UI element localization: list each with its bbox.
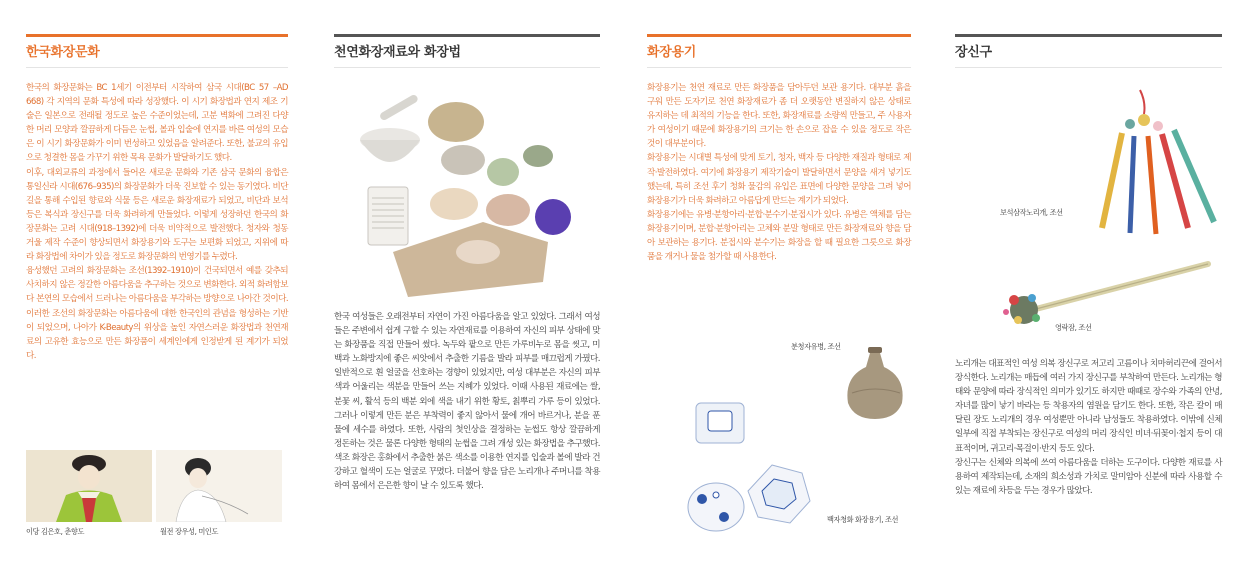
beauty-painting-image (156, 450, 282, 522)
section-title: 장신구 (955, 45, 992, 60)
title-divider (334, 67, 600, 68)
cosmetic-materials-image (338, 92, 578, 302)
section-body (955, 357, 1222, 498)
image-caption: 영락잠, 조선 (1055, 323, 1092, 332)
image-caption: 월전 장우성, 미인도 (160, 527, 218, 536)
buncheong-oil-bottle-image (840, 345, 912, 420)
chunhyang-painting-image (26, 450, 152, 522)
section-body (26, 81, 288, 363)
paragraph: 한국 여성들은 오래전부터 자연이 가진 아름다움을 알고 있었다. 그래서 여성들은 주변에서 쉽게 구할 수 있는 자연재료를 이용하여 자신의 피부 상태에 맞는 화장품을 직접 만들어 썼다. 녹두와 팥으로 만든 가루비누로 몸을 씻고, 미백과 노화방지에 좋은 씨앗에서 추출한 기름을 발라 피부를 매끄럽게 가꿨다. 일반적으로 흰 얼굴을 선호하는 경향이 있었지만, 여성 대부분은 자신의 피부색과 어울리는 색분을 만들어 쓰는 지혜가 있었다. 이때 사용된 재료에는 쌀, 분꽃 씨, 활석 등의 백분 외에 색을 내기 위한 황토, 칡뿌리 가루 등이 있었다. 그러나 이렇게 만든 분은 부착력이 좋지 않아서 물에 개어 바르거나, 분을 푼 물에 세수를 하였다. 또한, 사람의 첫인상을 결정하는 눈썹도 항상 깔끔하게 정돈하는 것은 물론 다양한 형태의 눈썹을 그려 개성 있는 화장법을 추구했다. 색조 화장은 홍화에서 추출한 붉은 색소를 이용한 연지를 입술과 볼에 발라 건강하고 혈색이 도는 얼굴로 꾸몄다. 더불어 향을 담은 노리개나 주머니를 착용하여 몸에서 은은한 향이 날 수 있도록 했다. (334, 312, 600, 492)
section-rule (26, 34, 288, 37)
column-korean-makeup-culture (26, 34, 288, 363)
yeongnakjam-hairpin-image (994, 258, 1216, 330)
section-rule (334, 34, 600, 37)
title-divider (647, 67, 911, 68)
column-cosmetic-containers (647, 34, 911, 264)
blue-white-porcelain-containers-image (686, 395, 816, 540)
image-caption: 이당 김은호, 춘향도 (26, 527, 84, 536)
column-accessories (955, 34, 1222, 68)
image-caption: 분청자유병, 조선 (791, 342, 841, 351)
section-title: 화장용기 (647, 45, 697, 60)
section-body (647, 81, 911, 264)
paragraph: 이후, 대외교류의 과정에서 들어온 새로운 문화와 기존 삼국 문화의 융합은 통일신라 시대(676–935)의 화장문화가 더욱 진보할 수 있는 동기였다. 비단길을 통해 수입된 향료와 식물 등은 새로운 화장재료가 되었고, 비단과 보석 등은 복식과 장신구를 더욱 화려하게 만들었다. 이렇게 성장하던 한국의 화장문화는 고려 시대(918–1392)에 더욱 비약적으로 발전했다. 청자와 청동거울 제작 수준이 향상되면서 화장용기와 도구는 보편화 되었고, 지위에 따라 화장법에 차이가 있을 정도로 화장문화의 번영기를 누렸다. (26, 167, 288, 263)
image-caption: 보석삼작노리개, 조선 (1000, 208, 1063, 217)
section-rule (647, 34, 911, 37)
paragraph: 화장용기에는 유병·분항아리·분합·분수기·분접시가 있다. 유병은 액체를 담는 화장용기이며, 분합·분항아리는 고체와 분말 형태로 만든 화장재료와 향을 담아 보관하는 용기다. 분접시와 분수기는 화장을 할 때 필요한 그릇으로 화장품을 개거나 물을 첨가할 때 사용한다. (647, 209, 911, 263)
paragraph: 화장용기는 시대별 특성에 맞게 토기, 청자, 백자 등 다양한 재질과 형태로 제작·발전하였다. 여기에 화장용기 제작기술이 발달하면서 문양을 새겨 넣기도 했는데, 특히 조선 후기 청화 물감의 유입은 표면에 다양한 문양을 그려 넣어 화장용기가 더욱 화려하고 아름답게 만드는 계기가 되었다. (647, 153, 911, 206)
paragraph: 장신구는 신체와 의복에 쓰여 아름다움을 더하는 도구이다. 다양한 재료를 사용하여 제작되는데, 소재의 희소성과 가치로 말미암아 신분에 따라 사용할 수 있는 재료에 차등을 두는 경우가 많았다. (955, 457, 1222, 496)
paragraph: 융성했던 고려의 화장문화는 조선(1392–1910)이 건국되면서 예를 갖추되 사치하지 않은 정갈한 아름다움을 추구하는 것으로 변화한다. 외적 화려함보다 본연의 모습에서 드러나는 아름다움을 부각하는 방향으로 나아간 것이다. 이러한 조선의 화장문화는 아름다움에 대한 한국인의 관념을 형성하는 기반이 되었으며, 나아가 K-Beauty의 위상을 높인 자연스러운 화장법과 천연재료의 고유한 효능으로 만든 화장품이 세계인에게 인정받게 된 계기가 되었다. (26, 266, 288, 361)
image-caption: 백자청화 화장용기, 조선 (827, 515, 899, 524)
column-natural-materials (334, 34, 600, 68)
title-divider (26, 67, 288, 68)
title-divider (955, 67, 1222, 68)
section-body (334, 310, 600, 493)
section-title: 천연화장재료와 화장법 (334, 45, 461, 60)
norigae-pendant-image (1090, 88, 1222, 238)
paragraph: 노리개는 대표적인 여성 의복 장신구로 저고리 고름이나 치마허리끈에 걸어서 장식한다. 노리개는 매듭에 여러 가지 장신구를 부착하여 만든다. 노리개는 형태와 문양에 따라 장식적인 의미가 있기도 하지만 때때로 장수와 가족의 안녕, 자녀를 많이 낳기 바라는 등 착용자의 염원을 담기도 한다. 또한, 작은 칼이 매달린 장도 노리개의 경우 여성뿐만 아니라 남성들도 착용하였다. 이밖에 신체 일부에 직접 부착되는 장신구로 여성의 머리 장식인 비녀·뒤꽂이·첩지 등이 대표적이며, 귀고리·목걸이·반지 등도 있다. (955, 359, 1222, 454)
section-title: 한국화장문화 (26, 45, 100, 60)
paragraph: 화장용기는 천연 재료로 만든 화장품을 담아두던 보관 용기다. 대부분 흙을 구워 만든 도자기로 천연 화장재료가 좀 더 오랫동안 변질하지 않은 상태로 유지하는 데 최적의 기능을 한다. 또한, 화장재료를 소량씩 만들고, 주 사용자가 여성이기 때문에 화장용기의 크기는 한 손으로 잡을 수 있을 정도로 작은 것이 대부분이다. (647, 83, 911, 150)
section-rule (955, 34, 1222, 37)
paragraph: 한국의 화장문화는 BC 1세기 이전부터 시작하여 삼국 시대(BC 57 –AD 668) 각 지역의 문화 특성에 따라 성장했다. 이 시기 화장법과 연지 제조 기술은 일본으로 전래될 정도로 높은 수준이었는데, 고분 벽화에 그려진 다양한 머리 모양과 깔끔하게 다듬은 눈썹, 볼과 입술에 연지를 바른 여성의 모습은 이 시기 화장문화가 이미 번성하고 있었음을 알려준다. 또한, 불교의 유입으로 청결한 몸을 가꾸기 위한 목욕 문화가 발달하기도 했다. (26, 83, 288, 164)
